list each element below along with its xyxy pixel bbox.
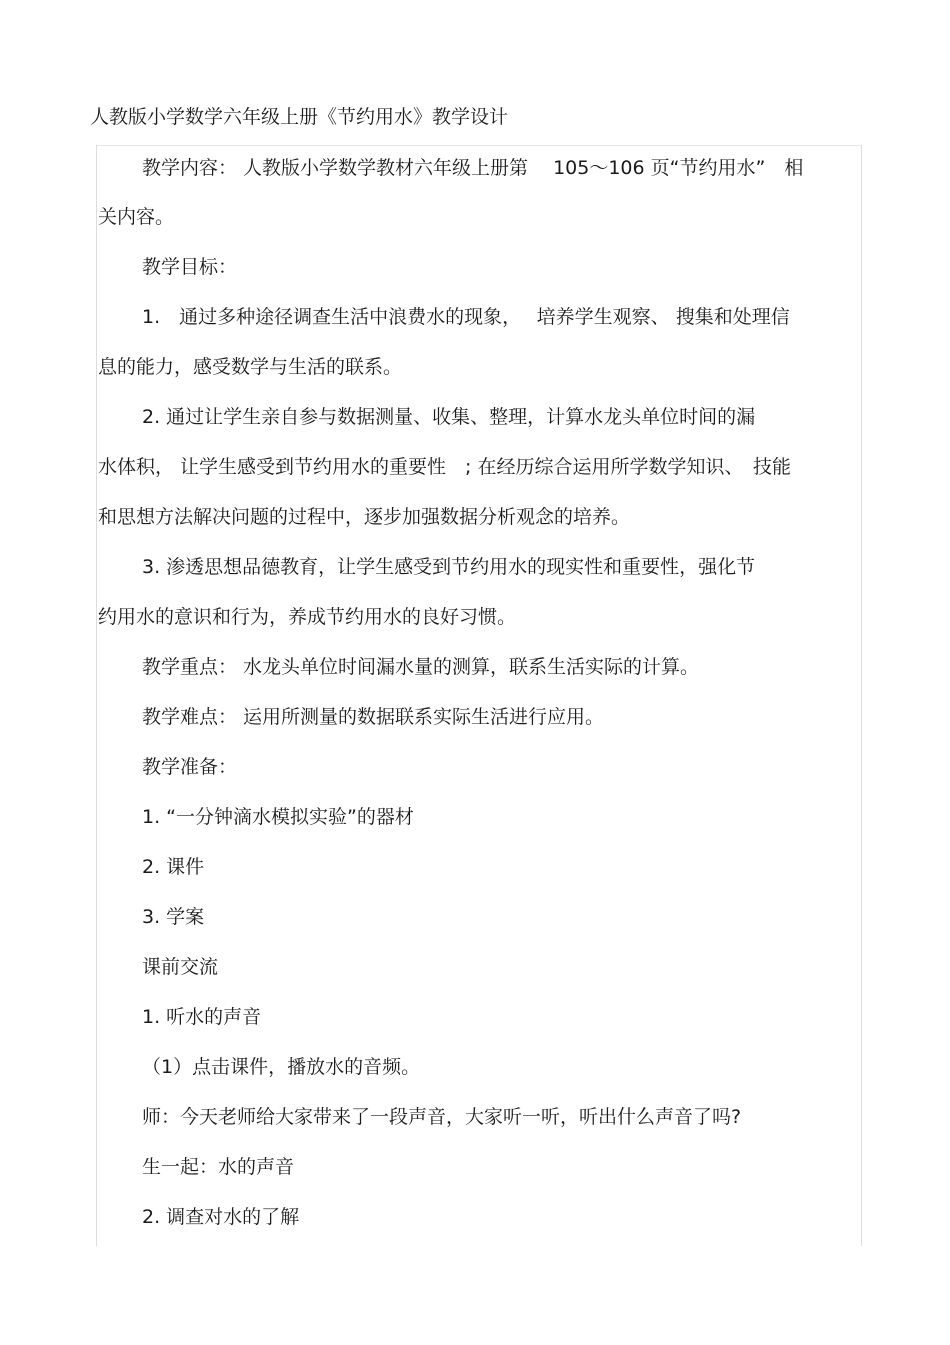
paragraph-line: 教学准备：: [142, 756, 238, 778]
paragraph-line: 教学难点： 运用所测量的数据联系实际生活进行应用。: [142, 706, 605, 728]
paragraph-line: 1. “一分钟滴水模拟实验”的器材: [142, 806, 414, 828]
paragraph-line: 1. 通过多种途径调查生活中浪费水的现象， 培养学生观察、 搜集和处理信: [142, 306, 790, 328]
paragraph-line: 和思想方法解决问题的过程中，逐步加强数据分析观念的培养。: [98, 506, 631, 528]
paragraph-line: 教学内容： 人教版小学数学教材六年级上册第 105～106 页“节约用水” 相: [142, 157, 804, 179]
paragraph-line: （1）点击课件，播放水的音频。: [142, 1056, 421, 1078]
paragraph-line: 师：今天老师给大家带来了一段声音，大家听一听，听出什么声音了吗?: [142, 1106, 742, 1128]
paragraph-line: 2. 调查对水的了解: [142, 1206, 300, 1228]
paragraph-line: 约用水的意识和行为，养成节约用水的良好习惯。: [98, 606, 517, 628]
paragraph-line: 息的能力，感受数学与生活的联系。: [98, 356, 403, 378]
paragraph-line: 教学重点： 水龙头单位时间漏水量的测算，联系生活实际的计算。: [142, 656, 700, 678]
paragraph-line: 水体积， 让学生感受到节约用水的重要性 ; 在经历综合运用所学数学知识、 技能: [98, 456, 791, 478]
paragraph-line: 关内容。: [98, 206, 175, 228]
paragraph-line: 课前交流: [142, 956, 219, 978]
page-title: 人教版小学数学六年级上册《节约用水》教学设计: [90, 106, 509, 128]
paragraph-line: 2. 通过让学生亲自参与数据测量、收集、整理，计算水龙头单位时间的漏: [142, 406, 756, 428]
paragraph-line: 3. 学案: [142, 906, 205, 928]
paragraph-line: 教学目标：: [142, 256, 238, 278]
paragraph-line: 3. 渗透思想品德教育，让学生感受到节约用水的现实性和重要性，强化节: [142, 556, 756, 578]
paragraph-line: 生一起：水的声音: [142, 1156, 295, 1178]
paragraph-line: 1. 听水的声音: [142, 1006, 262, 1028]
paragraph-line: 2. 课件: [142, 856, 205, 878]
